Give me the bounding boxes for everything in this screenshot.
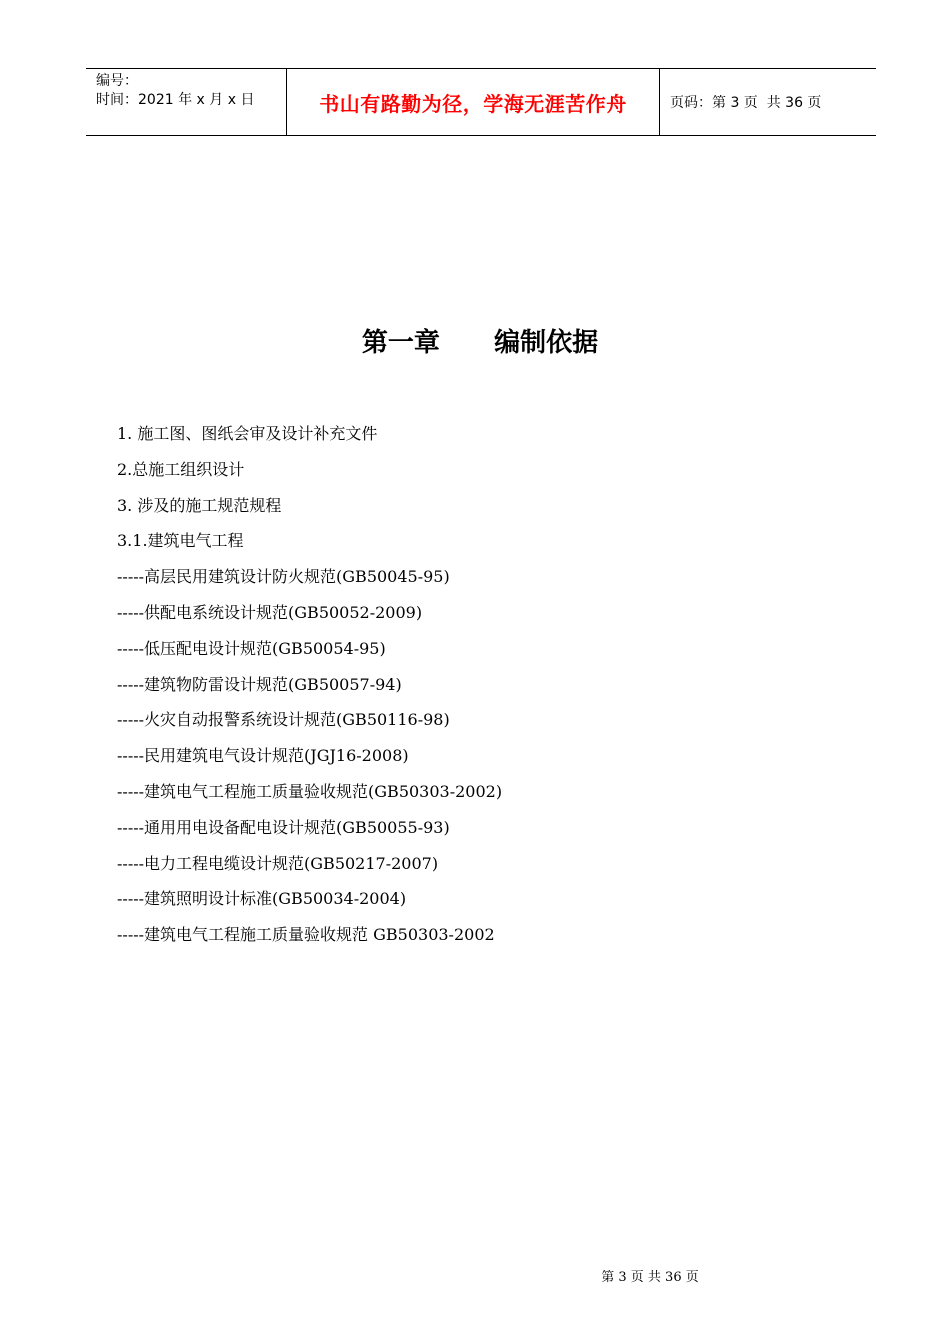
list-item: -----通用用电设备配电设计规范(GB50055-93): [117, 817, 450, 837]
list-item: -----电力工程电缆设计规范(GB50217-2007): [117, 853, 439, 873]
document-body: [117, 420, 877, 957]
list-item: 1. 施工图、图纸会审及设计补充文件: [117, 424, 378, 443]
page-footer: 第 3 页 共 36 页: [601, 1270, 699, 1285]
page-header: [86, 68, 876, 136]
header-page-cell: [660, 69, 876, 135]
list-item: -----火灾自动报警系统设计规范(GB50116-98): [117, 710, 450, 730]
header-meta-cell: [86, 69, 287, 135]
list-item: -----供配电系统设计规范(GB50052-2009): [117, 602, 423, 622]
list-item: -----建筑电气工程施工质量验收规范 GB50303-2002: [117, 925, 495, 945]
header-page-number: 页码：第 3 页 共 36 页: [670, 95, 822, 111]
chapter-title: 第一章 编制依据: [361, 328, 599, 358]
header-motto-cell: [287, 69, 660, 135]
list-item: 3. 涉及的施工规范规程: [117, 495, 282, 515]
list-item: -----低压配电设计规范(GB50054-95): [117, 638, 386, 658]
list-item: -----建筑物防雷设计规范(GB50057-94): [117, 674, 402, 694]
header-motto: 书山有路勤为径，学海无涯苦作舟: [319, 91, 627, 116]
list-item: -----建筑照明设计标准(GB50034-2004): [117, 889, 407, 909]
list-item: 2.总施工组织设计: [117, 459, 245, 479]
list-item: -----民用建筑电气设计规范(JGJ16-2008): [117, 746, 409, 766]
list-item: 3.1.建筑电气工程: [117, 531, 244, 551]
list-item: -----高层民用建筑设计防火规范(GB50045-95): [117, 567, 450, 587]
document-number-label: 编号：: [96, 73, 138, 89]
document-time-label: 时间：2021 年 x 月 x 日: [96, 92, 255, 108]
list-item: -----建筑电气工程施工质量验收规范(GB50303-2002): [117, 781, 503, 801]
